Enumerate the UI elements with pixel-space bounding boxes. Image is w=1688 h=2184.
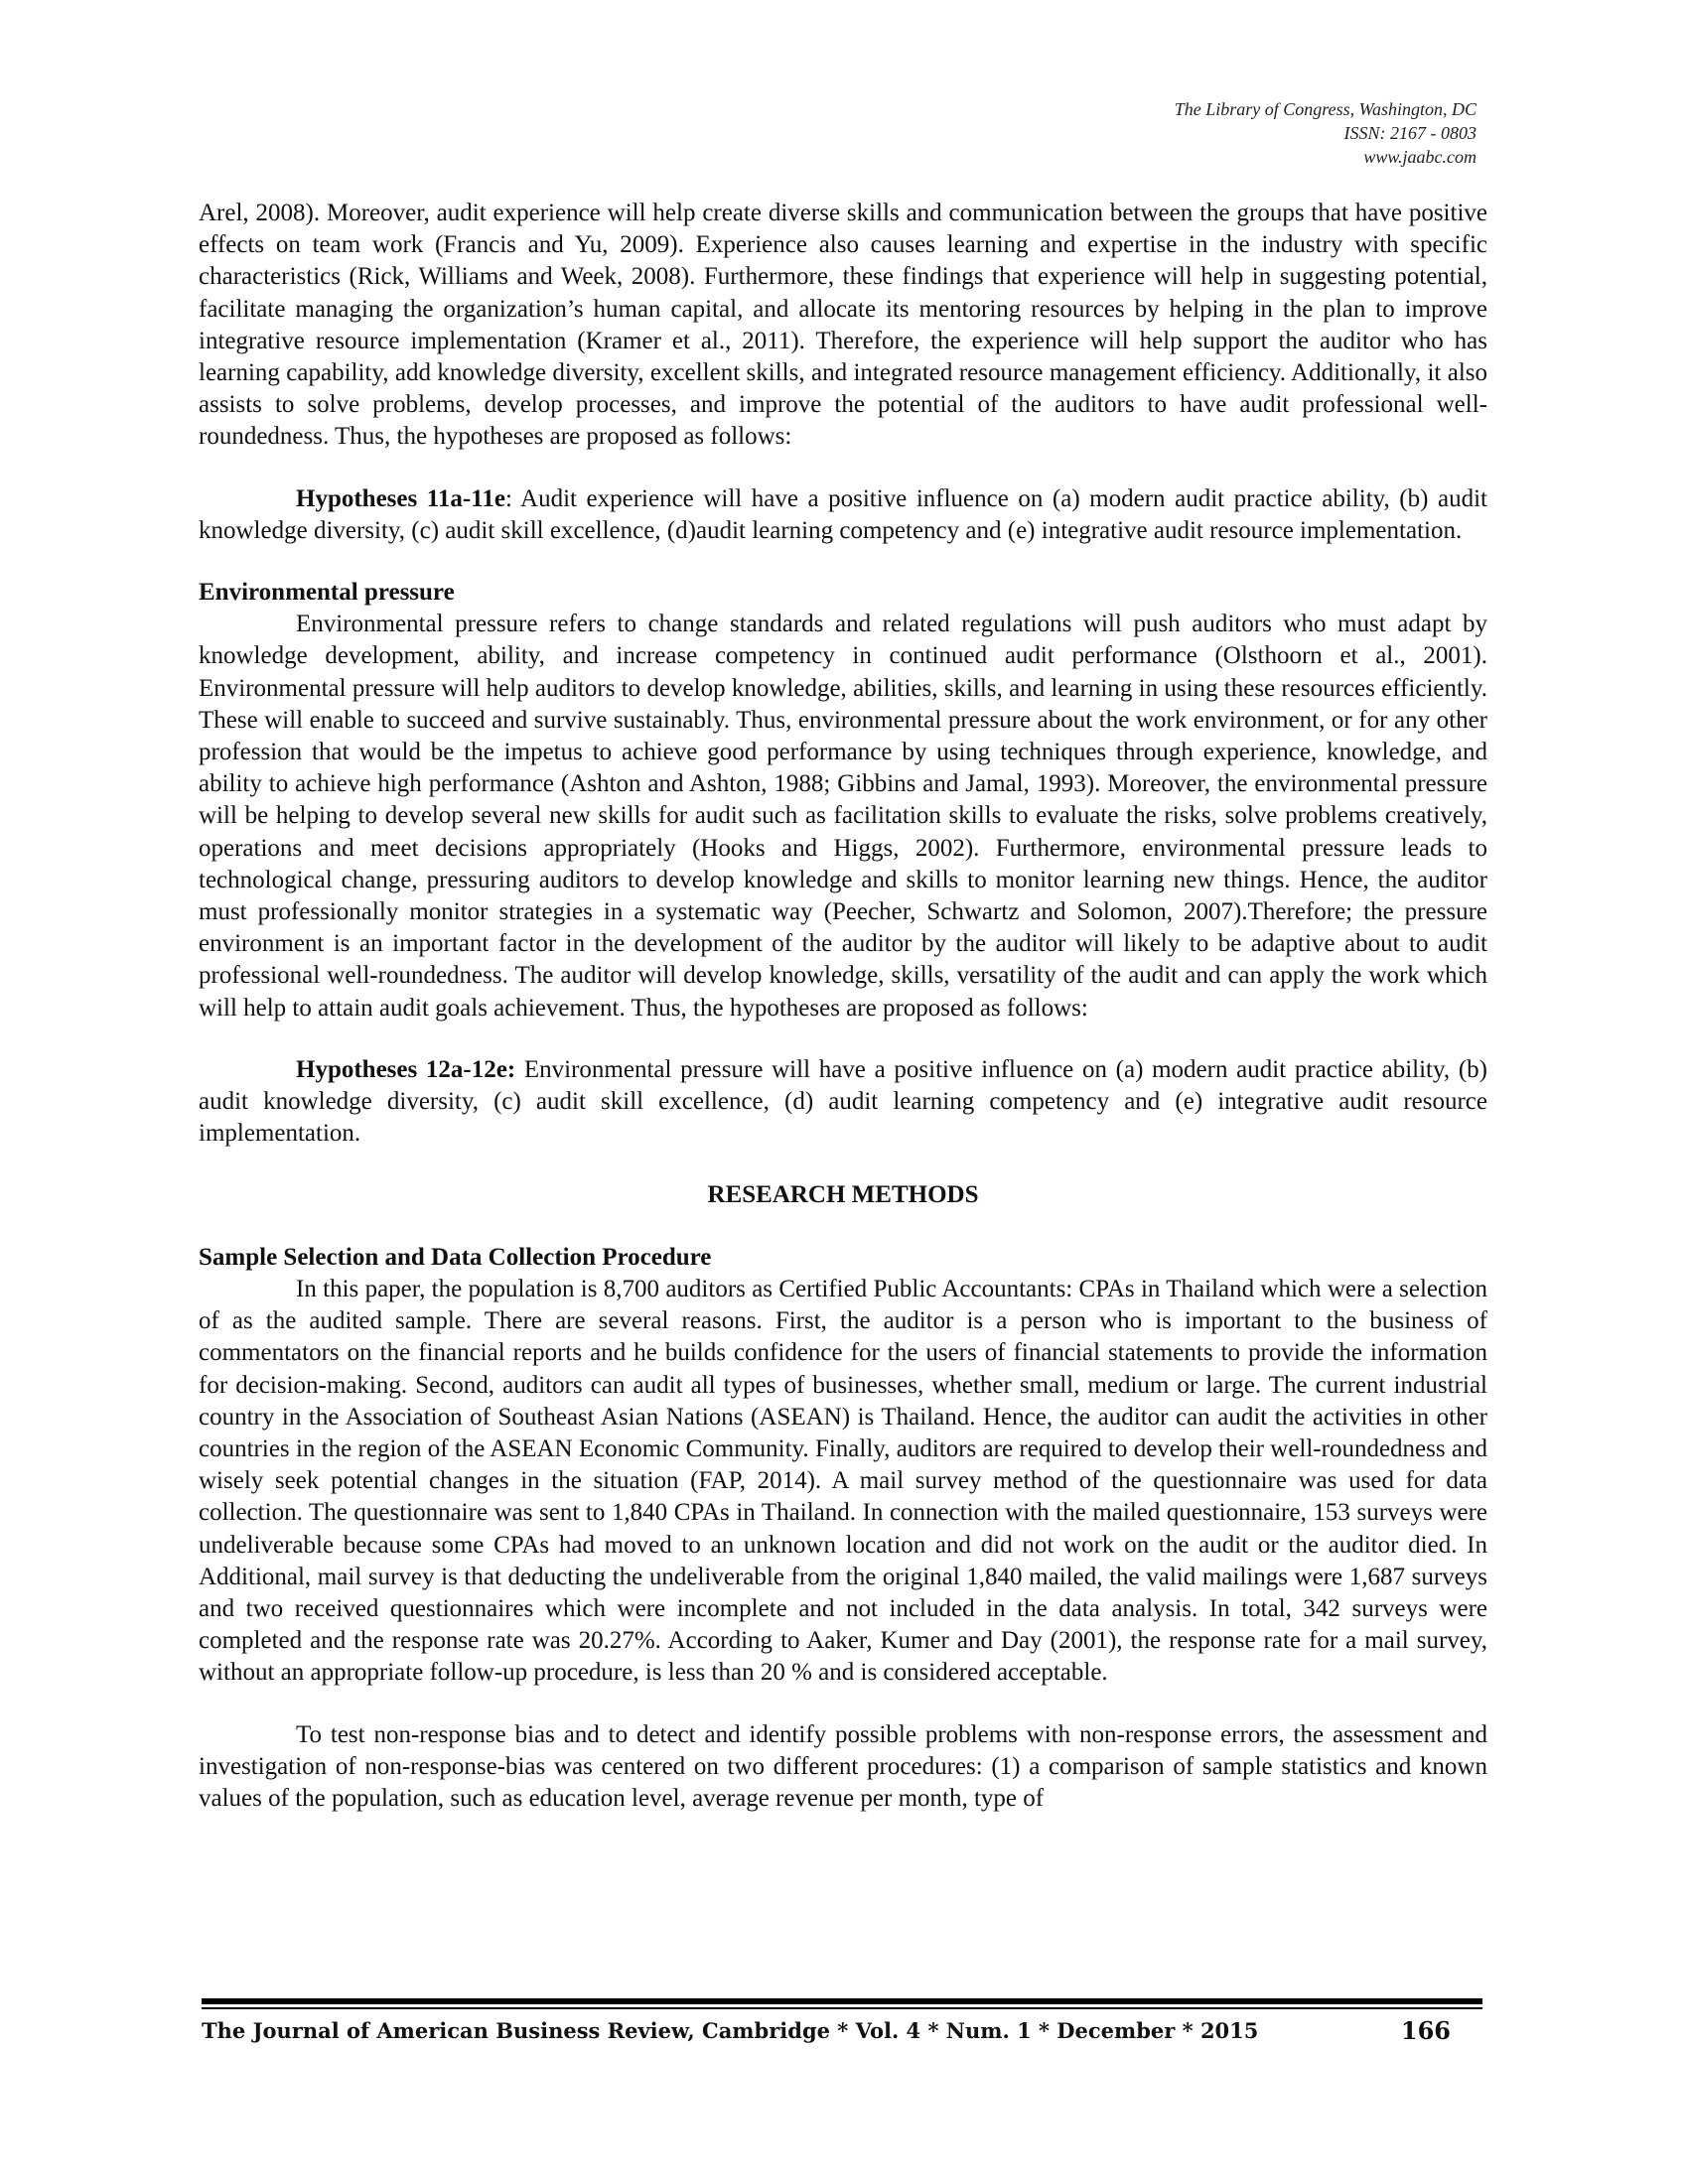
- header-website: www.jaabc.com: [1363, 147, 1477, 167]
- hypotheses-11-label: Hypotheses 11a-11e: [296, 484, 505, 512]
- hypotheses-12-label: Hypotheses 12a-12e:: [296, 1055, 516, 1083]
- running-header: [1175, 97, 1477, 169]
- paragraph-non-response-bias: To test non-response bias and to detect and identify possible problems with non-response errors, the assessment and investigation of non-response-bias was centered on two different procedures: (1) a comparison of sample statistics and known values of the population, such as education level, average revenue per month, type of: [199, 1720, 1487, 1812]
- paragraph-experience: Arel, 2008). Moreover, audit experience will help create diverse skills and communication between the groups that have positive effects on team work (Francis and Yu, 2009). Experience also causes learning and expertise in the industry with specific characteristics (Rick, Williams and Week, 2008). Furthermore, these findings that experience will help in suggesting potential, facilitate managing the organization’s human capital, and allocate its mentoring resources by helping in the plan to improve integrative resource implementation (Kramer et al., 2011). Therefore, the experience will help support the auditor who has learning capability, add knowledge diversity, excellent skills, and integrated resource management efficiency. Additionally, it also assists to solve problems, develop processes, and improve the potential of the auditors to have audit professional well-roundedness. Thus, the hypotheses are proposed as follows:: [199, 200, 1487, 451]
- hypotheses-11-text: : Audit experience will have a positive influence on (a) modern audit practice ability, (b) audit knowledge diversity, (c) audit skill excellence, (d)audit learning competency and (e) integrative audit resource implementation.: [199, 484, 1487, 544]
- heading-environmental-pressure: Environmental pressure: [199, 579, 455, 607]
- hypotheses-12-text: Environmental pressure will have a positive influence on (a) modern audit practice ability, (b) audit knowledge diversity, (c) audit skill excellence, (d) audit learning competency and (e) integrative audit resource implementation.: [199, 1055, 1487, 1148]
- header-publisher: The Library of Congress, Washington, DC: [1174, 99, 1477, 119]
- footer-rule: [202, 1998, 1482, 2009]
- page-number: 166: [1400, 2016, 1451, 2045]
- footer-journal-citation: The Journal of American Business Review, Cambridge * Vol. 4 * Num. 1 * December * 2015: [202, 2018, 1259, 2043]
- header-issn: ISSN: 2167 - 0803: [1343, 123, 1477, 143]
- heading-sample-selection: Sample Selection and Data Collection Procedure: [199, 1243, 712, 1271]
- paragraph-sample-selection: In this paper, the population is 8,700 auditors as Certified Public Accountants: CPAs in Thailand which were a selection of as the audited sample. There are several reasons. First, the auditor is a person who is important to the business of commentators on the financial reports and he builds confidence for the users of financial statements to provide the information for decision-making. Second, auditors can audit all types of businesses, whether small, medium or large. The current industrial country in the Association of Southeast Asian Nations (ASEAN) is Thailand. Hence, the auditor can audit the activities in other countries in the region of the ASEAN Economic Community. Finally, auditors are required to develop their well-roundedness and wisely seek potential changes in the situation (FAP, 2014). A mail survey method of the questionnaire was used for data collection. The questionnaire was sent to 1,840 CPAs in Thailand. In connection with the mailed questionnaire, 153 surveys were undeliverable because some CPAs had moved to an unknown location and did not work on the audit or the auditor died. In Additional, mail survey is that deducting the undeliverable from the original 1,840 mailed, the valid mailings were 1,687 surveys and two received questionnaires which were incomplete and not included in the data analysis. In total, 342 surveys were completed and the response rate was 20.27%. According to Aaker, Kumer and Day (2001), the response rate for a mail survey, without an appropriate follow-up procedure, is less than 20 % and is considered acceptable.: [199, 1275, 1487, 1687]
- hypotheses-11: [199, 483, 1487, 547]
- page-body: [199, 198, 1487, 1815]
- heading-research-methods: RESEARCH METHODS: [707, 1181, 979, 1209]
- paragraph-environmental-pressure: Environmental pressure refers to change standards and related regulations will push auditors who must adapt by knowledge development, ability, and increase competency in continued audit performance (Olsthoorn et al., 2001). Environmental pressure will help auditors to develop knowledge, abilities, skills, and learning in using these resources efficiently. These will enable to succeed and survive sustainably. Thus, environmental pressure about the work environment, or for any other profession that would be the impetus to achieve good performance by using techniques through experience, knowledge, and ability to achieve high performance (Ashton and Ashton, 1988; Gibbins and Jamal, 1993). Moreover, the environmental pressure will be helping to develop several new skills for audit such as facilitation skills to evaluate the risks, solve problems creatively, operations and meet decisions appropriately (Hooks and Higgs, 2002). Furthermore, environmental pressure leads to technological change, pressuring auditors to develop knowledge and skills to monitor learning new things. Hence, the auditor must professionally monitor strategies in a systematic way (Peecher, Schwartz and Solomon, 2007).Therefore; the pressure environment is an important factor in the development of the auditor by the auditor will likely to be adaptive about to audit professional well-roundedness. The auditor will develop knowledge, skills, versatility of the audit and can apply the work which will help to attain audit goals achievement. Thus, the hypotheses are proposed as follows:: [199, 611, 1487, 1022]
- hypotheses-12: [199, 1054, 1487, 1151]
